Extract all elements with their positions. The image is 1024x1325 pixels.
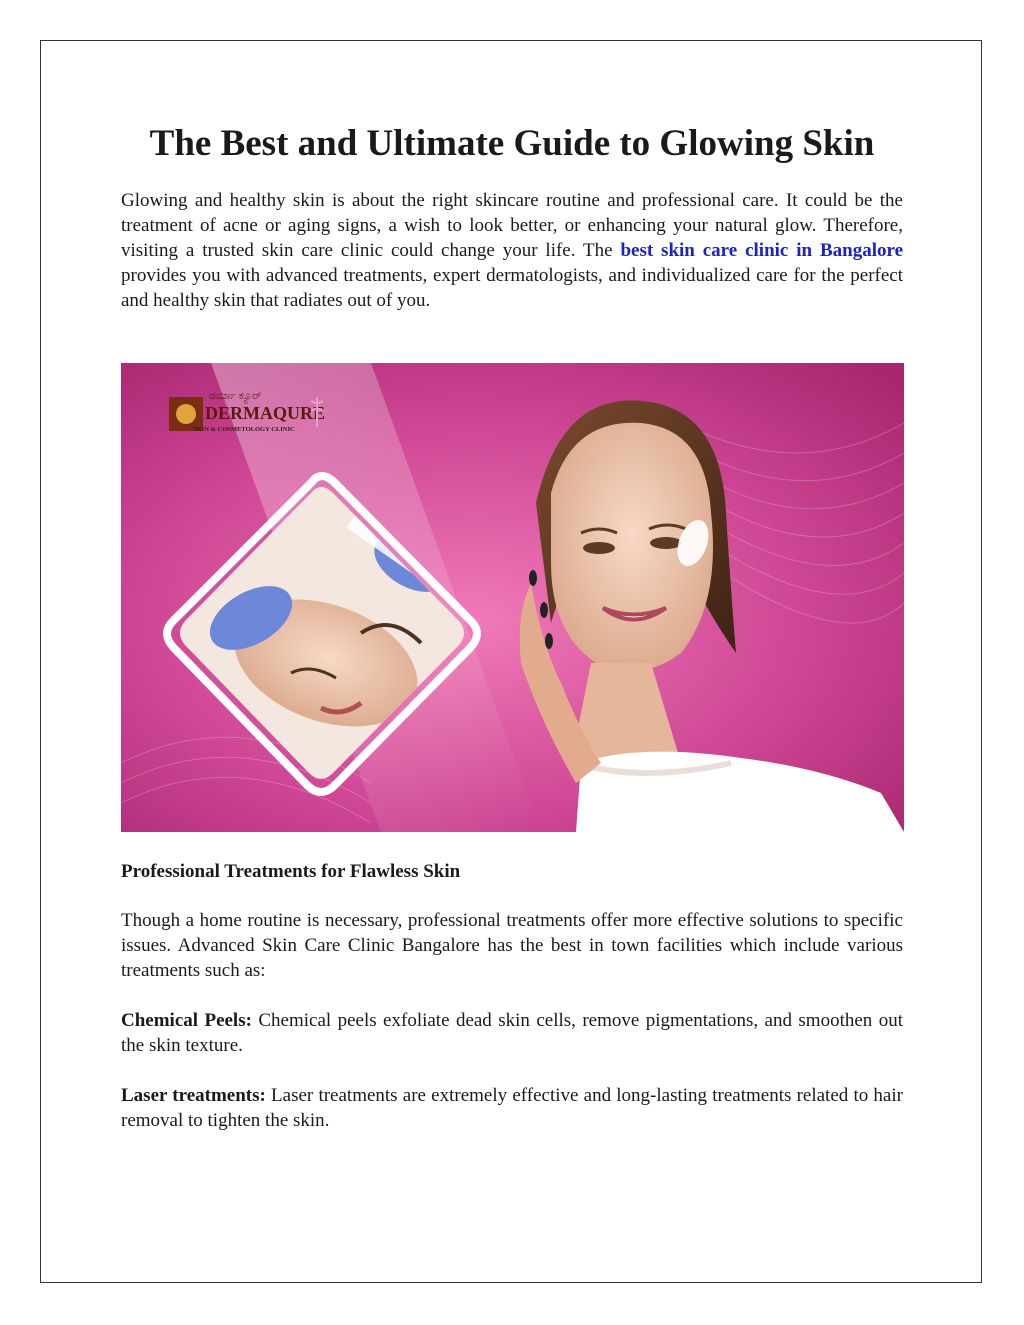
treatment-item-chemical-peels	[121, 1008, 903, 1058]
treatment-name: Chemical Peels:	[121, 1010, 252, 1031]
page-title: The Best and Ultimate Guide to Glowing Skin	[149, 123, 875, 164]
logo-kannada-text: ಡರ್ಮಾ ಕ್ಯೂರ್	[209, 390, 262, 402]
clinic-link[interactable]: best skin care clinic in Bangalore	[620, 240, 903, 261]
section-intro-paragraph: Though a home routine is necessary, professional treatments offer more effective solutions to specific issues. Advanced Skin Care Clinic Bangalore has the best in town facilities which include various treatments such as:	[121, 910, 903, 981]
intro-text-before-link: Glowing and healthy skin is about the right skincare routine and professional care. It could be the treatment of acne or aging signs, a wish to look better, or enhancing your natural glow. Therefore, visiting a trusted skin care clinic could change your life. The	[121, 190, 903, 261]
treatment-name: Laser treatments:	[121, 1085, 266, 1106]
intro-text-after-link: provides you with advanced treatments, expert dermatologists, and individualized care for the perfect and healthy skin that radiates out of you.	[121, 265, 903, 311]
treatment-description: Chemical peels exfoliate dead skin cells, remove pigmentations, and smoothen out the skin texture.	[121, 1010, 903, 1056]
logo-tagline: SKIN & COSMETOLOGY CLINIC	[193, 426, 295, 433]
logo-brand-right: QURE	[273, 403, 326, 423]
section-heading: Professional Treatments for Flawless Skin	[121, 861, 461, 882]
logo-brand-left: DERMA	[205, 403, 273, 423]
hero-image	[121, 363, 904, 832]
intro-paragraph	[121, 188, 903, 313]
treatment-item-laser	[121, 1083, 903, 1133]
treatment-description: Laser treatments are extremely effective and long-lasting treatments related to hair removal to tighten the skin.	[121, 1085, 903, 1131]
